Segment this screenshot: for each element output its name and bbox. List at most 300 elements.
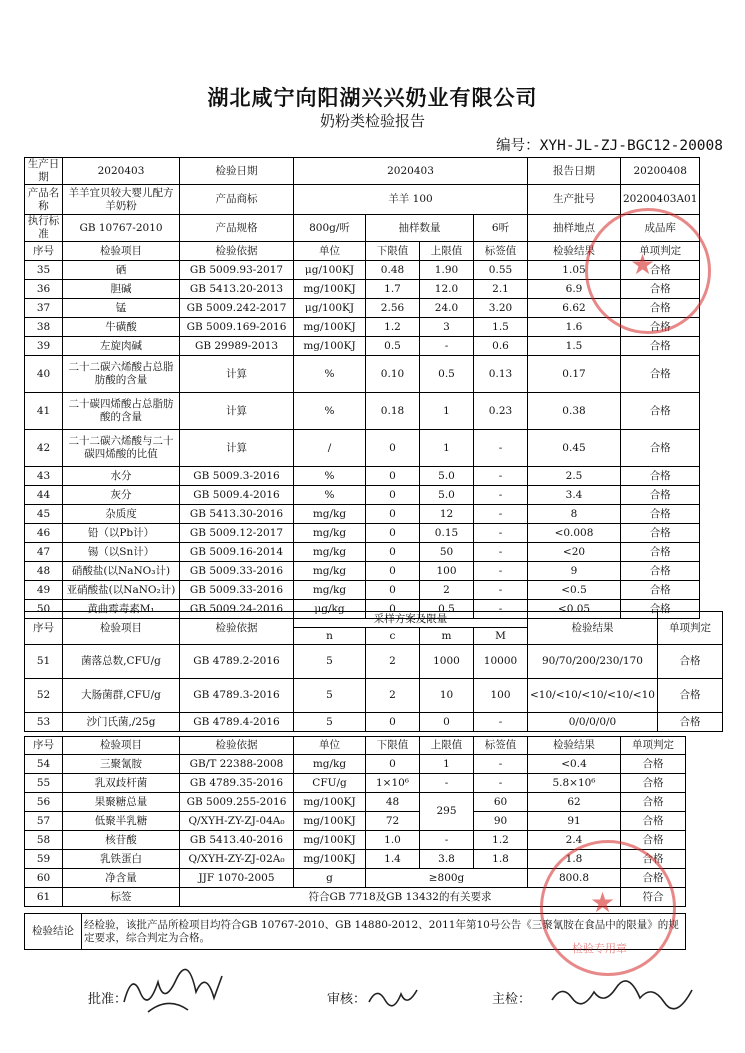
cell: 合格 bbox=[621, 869, 686, 888]
product-label: 产品名称 bbox=[25, 185, 63, 215]
cell: 合格 bbox=[621, 505, 700, 524]
cell: 合格 bbox=[621, 581, 700, 600]
cell: - bbox=[474, 600, 528, 619]
cell: 10000 bbox=[474, 645, 528, 679]
cell: 0 bbox=[366, 600, 420, 619]
conclusion-label: 检验结论 bbox=[25, 914, 82, 950]
cell: mg/kg bbox=[294, 505, 366, 524]
cell: 合格 bbox=[621, 486, 700, 505]
table-row bbox=[25, 337, 700, 356]
cell: - bbox=[474, 486, 528, 505]
table-row bbox=[25, 430, 700, 467]
cell: - bbox=[474, 524, 528, 543]
cell: 合格 bbox=[621, 524, 700, 543]
cell: 三聚氰胺 bbox=[63, 755, 180, 774]
cell: 0.5 bbox=[366, 337, 420, 356]
cell: - bbox=[474, 430, 528, 467]
cell: <20 bbox=[528, 543, 621, 562]
cell: 二十二碳六烯酸与二十碳四烯酸的比值 bbox=[63, 430, 180, 467]
cell: 合格 bbox=[621, 793, 686, 812]
table-row bbox=[25, 755, 686, 774]
cell: 核苷酸 bbox=[63, 831, 180, 850]
cell: mg/100KJ bbox=[294, 793, 366, 812]
cell: - bbox=[474, 755, 528, 774]
cell: 6.9 bbox=[528, 280, 621, 299]
cell: mg/100KJ bbox=[294, 831, 366, 850]
standard-label: 执行标准 bbox=[25, 215, 63, 242]
cell: 计算 bbox=[180, 430, 294, 467]
cell: 0.6 bbox=[474, 337, 528, 356]
cell: 72 bbox=[366, 812, 420, 831]
conclusion-text: 经检验，该批产品所检项目均符合GB 10767-2010、GB 14880-2012、2011年第10号公告《三聚氰胺在食品中的限量》的规定要求，综合判定为合格。 bbox=[82, 914, 686, 950]
cell: 杂质度 bbox=[63, 505, 180, 524]
cell: 40 bbox=[25, 356, 63, 393]
table-row bbox=[25, 679, 723, 713]
cell: 合格 bbox=[621, 812, 686, 831]
cell: mg/100KJ bbox=[294, 318, 366, 337]
cell: 沙门氏菌,/25g bbox=[63, 713, 180, 732]
cell: % bbox=[294, 393, 366, 430]
cell: 24.0 bbox=[420, 299, 474, 318]
cell: GB 5009.16-2014 bbox=[180, 543, 294, 562]
cell: 0 bbox=[366, 524, 420, 543]
cell: <0.4 bbox=[528, 755, 621, 774]
loc-label: 抽样地点 bbox=[528, 215, 621, 242]
cell: 合格 bbox=[621, 755, 686, 774]
cell: 0 bbox=[366, 505, 420, 524]
cell: 胆碱 bbox=[63, 280, 180, 299]
batch-no: 20200403A01 bbox=[621, 185, 700, 215]
cell: 1000 bbox=[420, 645, 474, 679]
table-row bbox=[25, 713, 723, 732]
cell: mg/kg bbox=[294, 562, 366, 581]
cell: mg/100KJ bbox=[294, 337, 366, 356]
cell: 合格 bbox=[621, 430, 700, 467]
cell: GB 5009.33-2016 bbox=[180, 581, 294, 600]
col-header: 检验依据 bbox=[180, 242, 294, 261]
cell: 50 bbox=[420, 543, 474, 562]
col-header: 单项判定 bbox=[657, 612, 722, 645]
cell: Q/XYH-ZY-ZJ-04A₀ bbox=[180, 812, 294, 831]
cell: 90 bbox=[474, 812, 528, 831]
cell: mg/100KJ bbox=[294, 812, 366, 831]
cell: 标签 bbox=[63, 888, 180, 907]
cell: 合格 bbox=[621, 356, 700, 393]
table-row bbox=[25, 562, 700, 581]
cell: 合格 bbox=[621, 318, 700, 337]
cell: 36 bbox=[25, 280, 63, 299]
cell: - bbox=[474, 562, 528, 581]
table-row bbox=[25, 467, 700, 486]
col-header: 标签值 bbox=[474, 242, 528, 261]
cell: GB 4789.3-2016 bbox=[180, 679, 294, 713]
cell: 50 bbox=[25, 600, 63, 619]
cell: GB 4789.4-2016 bbox=[180, 713, 294, 732]
report-table-main bbox=[24, 157, 700, 619]
spec-label: 产品规格 bbox=[180, 215, 294, 242]
cell: GB 5009.255-2016 bbox=[180, 793, 294, 812]
cell: 乳铁蛋白 bbox=[63, 850, 180, 869]
cell: 合格 bbox=[621, 467, 700, 486]
cell: 1.7 bbox=[366, 280, 420, 299]
cell: - bbox=[420, 337, 474, 356]
sample-qty: 6听 bbox=[474, 215, 528, 242]
col-header: 单位 bbox=[294, 737, 366, 755]
cell: ≥800g bbox=[366, 869, 528, 888]
cell: 0/0/0/0/0 bbox=[528, 713, 658, 732]
cell: g bbox=[294, 869, 366, 888]
cell: 1.2 bbox=[366, 318, 420, 337]
cell: 0.5 bbox=[420, 356, 474, 393]
cell: Q/XYH-ZY-ZJ-02A₀ bbox=[180, 850, 294, 869]
cell: 90/70/200/230/170 bbox=[528, 645, 658, 679]
cell: 铅（以Pb计） bbox=[63, 524, 180, 543]
brand: 羊羊 100 bbox=[294, 185, 528, 215]
cell: 合格 bbox=[621, 831, 686, 850]
table-row bbox=[25, 793, 686, 812]
cell: 二十碳四烯酸占总脂肪酸的含量 bbox=[63, 393, 180, 430]
cell: 1.8 bbox=[528, 850, 621, 869]
cell: 1.2 bbox=[474, 831, 528, 850]
cell: 合格 bbox=[621, 562, 700, 581]
cell: 合格 bbox=[657, 713, 722, 732]
cell: 亚硝酸盐(以NaNO₂计) bbox=[63, 581, 180, 600]
col-header: 检验项目 bbox=[63, 737, 180, 755]
batch-label: 生产批号 bbox=[528, 185, 621, 215]
cell: 91 bbox=[528, 812, 621, 831]
cell: 合格 bbox=[621, 774, 686, 793]
cell: 57 bbox=[25, 812, 63, 831]
sample-location: 成品库 bbox=[621, 215, 700, 242]
cell: GB 4789.35-2016 bbox=[180, 774, 294, 793]
col-header: 序号 bbox=[25, 242, 63, 261]
cell: 0.55 bbox=[474, 261, 528, 280]
col-header: 检验结果 bbox=[528, 242, 621, 261]
col-header: 下限值 bbox=[366, 242, 420, 261]
cell: 合格 bbox=[657, 645, 722, 679]
seal-text: 检验专用章 bbox=[572, 942, 627, 955]
table-row bbox=[25, 505, 700, 524]
cell: 3 bbox=[420, 318, 474, 337]
cell: 二十二碳六烯酸占总脂肪酸的含量 bbox=[63, 356, 180, 393]
cell: mg/kg bbox=[294, 543, 366, 562]
col-header: c bbox=[366, 628, 420, 645]
cell: CFU/g bbox=[294, 774, 366, 793]
cell: 5 bbox=[294, 713, 366, 732]
cell: 51 bbox=[25, 645, 63, 679]
cell: 1 bbox=[420, 430, 474, 467]
prod-date: 2020403 bbox=[63, 158, 180, 185]
table-row bbox=[25, 524, 700, 543]
cell: 0.15 bbox=[420, 524, 474, 543]
cell: 0 bbox=[366, 562, 420, 581]
cell: 0 bbox=[366, 755, 420, 774]
report-date-label: 报告日期 bbox=[528, 158, 621, 185]
cell: GB 5009.24-2016 bbox=[180, 600, 294, 619]
cell: 39 bbox=[25, 337, 63, 356]
table-row bbox=[25, 393, 700, 430]
cell: - bbox=[420, 831, 474, 850]
cell: mg/100KJ bbox=[294, 850, 366, 869]
test-date-label: 检验日期 bbox=[180, 158, 294, 185]
cell: 计算 bbox=[180, 393, 294, 430]
cell: 0.38 bbox=[528, 393, 621, 430]
cell: 35 bbox=[25, 261, 63, 280]
cell: 合格 bbox=[621, 850, 686, 869]
table-row bbox=[25, 812, 686, 831]
col-header: m bbox=[420, 628, 474, 645]
cell: GB/T 22388-2008 bbox=[180, 755, 294, 774]
cell: 12.0 bbox=[420, 280, 474, 299]
cell: 60 bbox=[25, 869, 63, 888]
cell: 0.45 bbox=[528, 430, 621, 467]
micro-table bbox=[24, 611, 723, 732]
test-date: 2020403 bbox=[294, 158, 528, 185]
col-header: 下限值 bbox=[366, 737, 420, 755]
col-header: 单项判定 bbox=[621, 737, 686, 755]
col-header: 检验项目 bbox=[63, 242, 180, 261]
product-name: 羊羊宜贝较大婴儿配方羊奶粉 bbox=[63, 185, 180, 215]
cell: 低聚半乳糖 bbox=[63, 812, 180, 831]
cell: 符合 bbox=[621, 888, 686, 907]
col-header: 单位 bbox=[294, 242, 366, 261]
cell: 100 bbox=[474, 679, 528, 713]
cell: 0 bbox=[366, 486, 420, 505]
cell: 56 bbox=[25, 793, 63, 812]
cell: 100 bbox=[420, 562, 474, 581]
cell: 9 bbox=[528, 562, 621, 581]
spec: 800g/听 bbox=[294, 215, 366, 242]
table-row bbox=[25, 543, 700, 562]
cell: 41 bbox=[25, 393, 63, 430]
cell: GB 5009.33-2016 bbox=[180, 562, 294, 581]
cell: mg/kg bbox=[294, 524, 366, 543]
document-number: 编号：XYH-JL-ZJ-BGC12-20008 bbox=[496, 138, 723, 154]
company-name: 湖北咸宁向阳湖兴兴奶业有限公司 bbox=[207, 86, 538, 110]
cell: 1.4 bbox=[366, 850, 420, 869]
cell: 58 bbox=[25, 831, 63, 850]
col-header: 序号 bbox=[25, 612, 63, 645]
cell: 47 bbox=[25, 543, 63, 562]
cell: 61 bbox=[25, 888, 63, 907]
cell: 2.1 bbox=[474, 280, 528, 299]
cell: GB 5009.242-2017 bbox=[180, 299, 294, 318]
cell: GB 5009.12-2017 bbox=[180, 524, 294, 543]
cell: 符合GB 7718及GB 13432的有关要求 bbox=[180, 888, 621, 907]
col-header: 上限值 bbox=[420, 242, 474, 261]
standard: GB 10767-2010 bbox=[63, 215, 180, 242]
cell: 2.56 bbox=[366, 299, 420, 318]
cell: 黄曲霉毒素M₁ bbox=[63, 600, 180, 619]
cell: 1.8 bbox=[474, 850, 528, 869]
cell: μg/100KJ bbox=[294, 299, 366, 318]
cell: 5.8×10⁶ bbox=[528, 774, 621, 793]
table-row bbox=[25, 581, 700, 600]
cell: 10 bbox=[420, 679, 474, 713]
cell: GB 5413.40-2016 bbox=[180, 831, 294, 850]
cell: 2 bbox=[366, 645, 420, 679]
cell: 锡（以Sn计） bbox=[63, 543, 180, 562]
check-label: 主检： bbox=[492, 992, 532, 1007]
col-header: 采样方案及限量 bbox=[294, 612, 528, 628]
col-header: 序号 bbox=[25, 737, 63, 755]
col-header: 检验结果 bbox=[528, 612, 658, 645]
col-header: n bbox=[294, 628, 366, 645]
cell: 46 bbox=[25, 524, 63, 543]
cell: μg/kg bbox=[294, 600, 366, 619]
cell: - bbox=[474, 581, 528, 600]
star-icon: ★ bbox=[630, 248, 656, 281]
cell: % bbox=[294, 486, 366, 505]
cell: 0.13 bbox=[474, 356, 528, 393]
cell: 1 bbox=[420, 393, 474, 430]
cell: <10/<10/<10/<10/<10 bbox=[528, 679, 658, 713]
cell: 0.48 bbox=[366, 261, 420, 280]
cell: 0 bbox=[366, 467, 420, 486]
col-header: 标签值 bbox=[474, 737, 528, 755]
cell: - bbox=[474, 774, 528, 793]
cell: 左旋肉碱 bbox=[63, 337, 180, 356]
approver-signature bbox=[118, 962, 228, 1018]
cell: 60 bbox=[474, 793, 528, 812]
approve-label: 批准： bbox=[88, 992, 128, 1007]
cell: <0.05 bbox=[528, 600, 621, 619]
cell: 2.5 bbox=[528, 467, 621, 486]
cell: - bbox=[474, 505, 528, 524]
cell: 灰分 bbox=[63, 486, 180, 505]
cell: GB 4789.2-2016 bbox=[180, 645, 294, 679]
cell: 合格 bbox=[621, 280, 700, 299]
cell: 44 bbox=[25, 486, 63, 505]
report-date: 20200408 bbox=[621, 158, 700, 185]
cell: 锰 bbox=[63, 299, 180, 318]
cell: 净含量 bbox=[63, 869, 180, 888]
cell: 3.20 bbox=[474, 299, 528, 318]
cell: GB 5009.169-2016 bbox=[180, 318, 294, 337]
cell: 合格 bbox=[621, 543, 700, 562]
col-header: 检验项目 bbox=[63, 612, 180, 645]
table-row bbox=[25, 774, 686, 793]
cell: JJF 1070-2005 bbox=[180, 869, 294, 888]
cell: 3.8 bbox=[420, 850, 474, 869]
cell: 水分 bbox=[63, 467, 180, 486]
cell: mg/kg bbox=[294, 581, 366, 600]
cell: GB 5009.4-2016 bbox=[180, 486, 294, 505]
cell: 合格 bbox=[621, 261, 700, 280]
cell: 合格 bbox=[621, 299, 700, 318]
cell: 1.0 bbox=[366, 831, 420, 850]
cell: - bbox=[474, 543, 528, 562]
cell: 6.62 bbox=[528, 299, 621, 318]
star-icon: ★ bbox=[590, 886, 616, 919]
cell: 0 bbox=[366, 543, 420, 562]
cell: <0.008 bbox=[528, 524, 621, 543]
cell: 1.05 bbox=[528, 261, 621, 280]
col-header: M bbox=[474, 628, 528, 645]
col-header: 检验依据 bbox=[180, 737, 294, 755]
cell: 乳双歧杆菌 bbox=[63, 774, 180, 793]
sample-label: 抽样数量 bbox=[366, 215, 474, 242]
cell: 48 bbox=[366, 793, 420, 812]
cell: 55 bbox=[25, 774, 63, 793]
cell: 1 bbox=[420, 755, 474, 774]
cell: GB 5413.30-2016 bbox=[180, 505, 294, 524]
cell: 合格 bbox=[621, 337, 700, 356]
report-title: 奶粉类检验报告 bbox=[319, 112, 425, 130]
cell: 5 bbox=[294, 645, 366, 679]
cell: 合格 bbox=[621, 393, 700, 430]
reviewer-signature bbox=[365, 982, 425, 1012]
cell: 0.10 bbox=[366, 356, 420, 393]
cell: 1.6 bbox=[528, 318, 621, 337]
cell: 43 bbox=[25, 467, 63, 486]
cell: mg/kg bbox=[294, 755, 366, 774]
cell: 硒 bbox=[63, 261, 180, 280]
cell: 牛磺酸 bbox=[63, 318, 180, 337]
col-header: 检验依据 bbox=[180, 612, 294, 645]
cell: 2 bbox=[366, 679, 420, 713]
prod-date-label: 生产日期 bbox=[25, 158, 63, 185]
cell: 0 bbox=[366, 713, 420, 732]
cell: 计算 bbox=[180, 356, 294, 393]
col-header: 单项判定 bbox=[621, 242, 700, 261]
cell: - bbox=[474, 467, 528, 486]
cell: 0.17 bbox=[528, 356, 621, 393]
cell: - bbox=[474, 713, 528, 732]
cell: 3.4 bbox=[528, 486, 621, 505]
cell: 38 bbox=[25, 318, 63, 337]
cell: GB 5009.3-2016 bbox=[180, 467, 294, 486]
cell: 0 bbox=[366, 430, 420, 467]
cell: 2.4 bbox=[528, 831, 621, 850]
cell: 0 bbox=[366, 581, 420, 600]
col-header: 检验结果 bbox=[528, 737, 621, 755]
cell: GB 29989-2013 bbox=[180, 337, 294, 356]
cell: 45 bbox=[25, 505, 63, 524]
cell: 1.5 bbox=[474, 318, 528, 337]
cell: <0.5 bbox=[528, 581, 621, 600]
cell: 硝酸盐(以NaNO₃计) bbox=[63, 562, 180, 581]
cell: 合格 bbox=[657, 679, 722, 713]
cell: 800.8 bbox=[528, 869, 621, 888]
cell: 8 bbox=[528, 505, 621, 524]
cell: mg/100KJ bbox=[294, 280, 366, 299]
cell: 0.23 bbox=[474, 393, 528, 430]
cell: % bbox=[294, 467, 366, 486]
cell: 59 bbox=[25, 850, 63, 869]
cell: 49 bbox=[25, 581, 63, 600]
cell: 295 bbox=[420, 793, 474, 831]
cell: 1.5 bbox=[528, 337, 621, 356]
cell: 2 bbox=[420, 581, 474, 600]
cell: 42 bbox=[25, 430, 63, 467]
cell: GB 5413.20-2013 bbox=[180, 280, 294, 299]
table-row bbox=[25, 486, 700, 505]
cell: / bbox=[294, 430, 366, 467]
brand-label: 产品商标 bbox=[180, 185, 294, 215]
table-row bbox=[25, 356, 700, 393]
cell: 0.5 bbox=[420, 600, 474, 619]
table-row bbox=[25, 645, 723, 679]
cell: 5 bbox=[294, 679, 366, 713]
cell: GB 5009.93-2017 bbox=[180, 261, 294, 280]
cell: 37 bbox=[25, 299, 63, 318]
cell: 菌落总数,CFU/g bbox=[63, 645, 180, 679]
cell: 52 bbox=[25, 679, 63, 713]
cell: 48 bbox=[25, 562, 63, 581]
cell: - bbox=[420, 774, 474, 793]
inspector-signature bbox=[548, 978, 698, 1012]
